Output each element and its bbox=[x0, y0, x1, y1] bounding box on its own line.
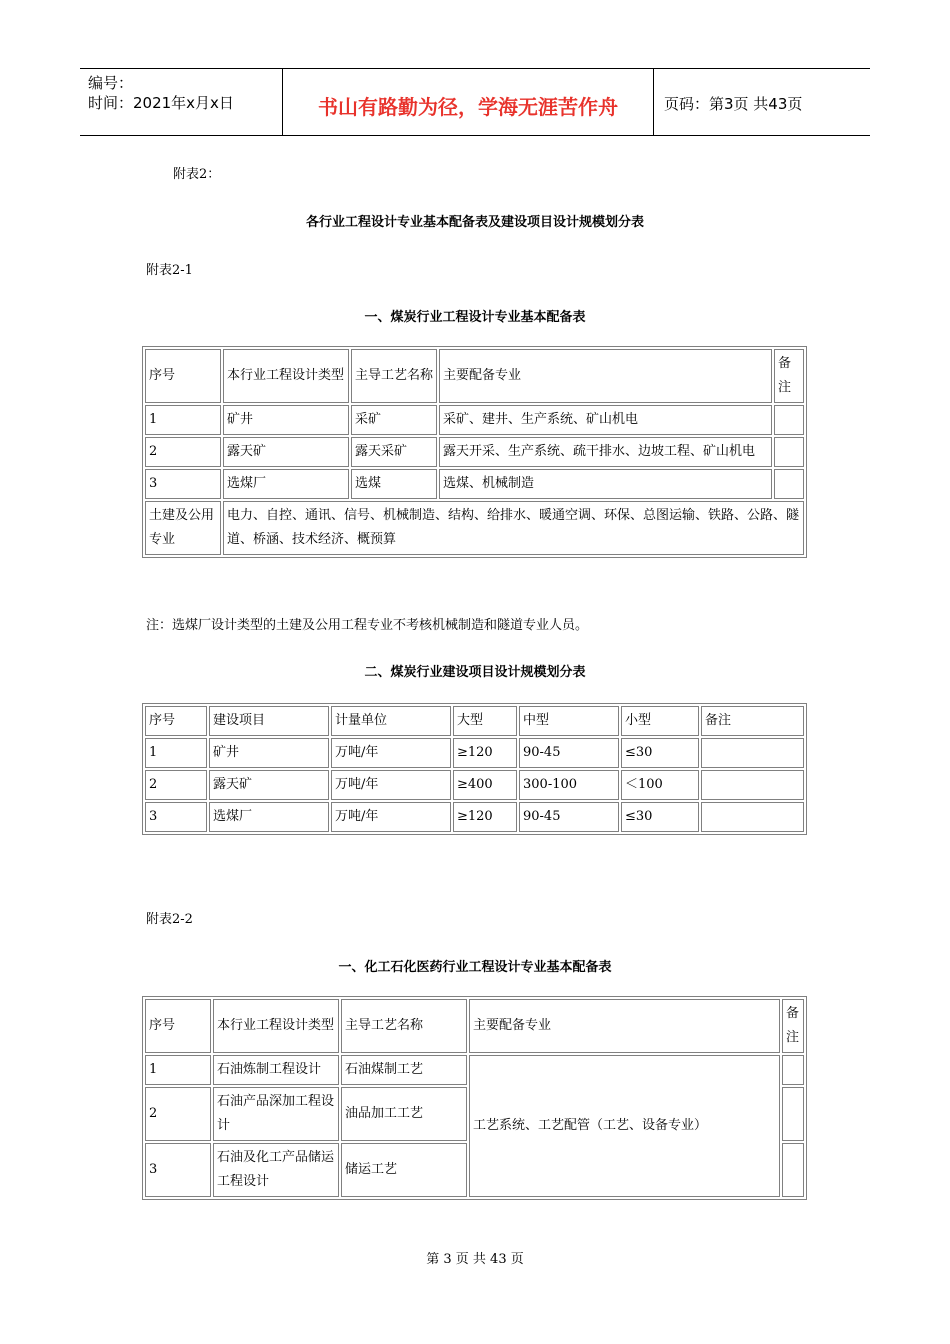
coal-specialty-table bbox=[142, 346, 807, 558]
civil-value-cell: 电力、自控、通讯、信号、机械制造、结构、给排水、暖通空调、环保、总图运输、铁路、公路、隧道、桥涵、技术经济、概预算 bbox=[223, 501, 804, 555]
table-cell: 石油煤制工艺 bbox=[341, 1055, 467, 1085]
table-cell: 90-45 bbox=[519, 802, 619, 832]
header-page-info: 页码：第3页 共43页 bbox=[664, 95, 803, 113]
table-cell bbox=[774, 469, 804, 499]
table1-note: 注：选煤厂设计类型的土建及公用工程专业不考核机械制造和隧道专业人员。 bbox=[146, 618, 589, 633]
table-cell bbox=[782, 1143, 804, 1197]
chem-specialty-table bbox=[142, 996, 807, 1200]
header-cell: 备注 bbox=[701, 706, 804, 736]
table-cell: 3 bbox=[145, 1143, 211, 1197]
table-cell bbox=[701, 770, 804, 800]
table-row bbox=[145, 1055, 804, 1085]
header-cell: 主导工艺名称 bbox=[351, 349, 437, 403]
table-cell: 采矿、建井、生产系统、矿山机电 bbox=[439, 405, 772, 435]
table-row bbox=[145, 405, 804, 435]
table-cell bbox=[774, 437, 804, 467]
table-cell: 露天矿 bbox=[209, 770, 329, 800]
header-cell: 小型 bbox=[621, 706, 699, 736]
header-cell: 序号 bbox=[145, 349, 221, 403]
header-cell: 本行业工程设计类型 bbox=[213, 999, 339, 1053]
table-cell bbox=[701, 738, 804, 768]
table-row bbox=[145, 802, 804, 832]
table-cell: 3 bbox=[145, 802, 207, 832]
table-cell: 2 bbox=[145, 770, 207, 800]
table-cell bbox=[774, 405, 804, 435]
table-cell: 矿井 bbox=[223, 405, 349, 435]
table-cell: ≥400 bbox=[453, 770, 517, 800]
table-cell: 选煤 bbox=[351, 469, 437, 499]
header-cell: 计量单位 bbox=[331, 706, 451, 736]
table-cell: 露天采矿 bbox=[351, 437, 437, 467]
table-row-civil bbox=[145, 501, 804, 555]
header-motto: 书山有路勤为径，学海无涯苦作舟 bbox=[318, 95, 618, 119]
table-cell: 万吨/年 bbox=[331, 770, 451, 800]
table-row bbox=[145, 770, 804, 800]
table-cell: 90-45 bbox=[519, 738, 619, 768]
table1-title: 一、煤炭行业工程设计专业基本配备表 bbox=[364, 310, 586, 325]
table-cell: 石油产品深加工程设计 bbox=[213, 1087, 339, 1141]
table-cell: 矿井 bbox=[209, 738, 329, 768]
table3-title: 一、化工石化医药行业工程设计专业基本配备表 bbox=[338, 960, 612, 975]
table-cell: ＜100 bbox=[621, 770, 699, 800]
header-motto-cell bbox=[282, 69, 654, 135]
doc-time-label: 时间：2021年x月x日 bbox=[88, 94, 234, 112]
table-cell: 采矿 bbox=[351, 405, 437, 435]
table-cell: 300-100 bbox=[519, 770, 619, 800]
appendix-label: 附表2： bbox=[173, 167, 221, 182]
table2-title: 二、煤炭行业建设项目设计规模划分表 bbox=[364, 665, 586, 680]
header-cell: 序号 bbox=[145, 706, 207, 736]
table-cell: 万吨/年 bbox=[331, 802, 451, 832]
header-cell: 序号 bbox=[145, 999, 211, 1053]
table-cell: ≥120 bbox=[453, 738, 517, 768]
table-row bbox=[145, 738, 804, 768]
table-cell: 石油及化工产品储运工程设计 bbox=[213, 1143, 339, 1197]
table-header-row bbox=[145, 999, 804, 1053]
table-cell bbox=[782, 1055, 804, 1085]
table-cell: 2 bbox=[145, 437, 221, 467]
table-cell: ≤30 bbox=[621, 802, 699, 832]
table-cell bbox=[782, 1087, 804, 1141]
table-header-row bbox=[145, 349, 804, 403]
table-cell: ≤30 bbox=[621, 738, 699, 768]
table-cell: 1 bbox=[145, 1055, 211, 1085]
table-cell: 1 bbox=[145, 405, 221, 435]
header-cell: 备注 bbox=[782, 999, 804, 1053]
table-cell: 万吨/年 bbox=[331, 738, 451, 768]
header-cell: 主导工艺名称 bbox=[341, 999, 467, 1053]
civil-label-cell: 土建及公用专业 bbox=[145, 501, 221, 555]
table-cell: 2 bbox=[145, 1087, 211, 1141]
table-header-row bbox=[145, 706, 804, 736]
header-cell: 主要配备专业 bbox=[439, 349, 772, 403]
header-cell: 中型 bbox=[519, 706, 619, 736]
header-cell: 备注 bbox=[774, 349, 804, 403]
header-cell: 主要配备专业 bbox=[469, 999, 780, 1053]
table-row bbox=[145, 469, 804, 499]
table-cell: 储运工艺 bbox=[341, 1143, 467, 1197]
table-cell bbox=[701, 802, 804, 832]
section-label-2-1: 附表2-1 bbox=[146, 263, 193, 278]
header-cell: 本行业工程设计类型 bbox=[223, 349, 349, 403]
table-cell: 露天矿 bbox=[223, 437, 349, 467]
header-cell: 大型 bbox=[453, 706, 517, 736]
table-cell: ≥120 bbox=[453, 802, 517, 832]
table-cell: 选煤、机械制造 bbox=[439, 469, 772, 499]
doc-number-label: 编号： bbox=[88, 74, 134, 92]
table-cell: 1 bbox=[145, 738, 207, 768]
table-cell: 选煤厂 bbox=[223, 469, 349, 499]
table-cell: 3 bbox=[145, 469, 221, 499]
page-footer: 第 3 页 共 43 页 bbox=[426, 1252, 524, 1267]
coal-scale-table bbox=[142, 703, 807, 835]
table-cell: 选煤厂 bbox=[209, 802, 329, 832]
table-cell: 油品加工工艺 bbox=[341, 1087, 467, 1141]
page-header bbox=[80, 68, 870, 136]
merged-specialty-cell: 工艺系统、工艺配管（工艺、设备专业） bbox=[469, 1055, 780, 1197]
table-row bbox=[145, 437, 804, 467]
table-cell: 露天开采、生产系统、疏干排水、边坡工程、矿山机电 bbox=[439, 437, 772, 467]
header-cell: 建设项目 bbox=[209, 706, 329, 736]
section-label-2-2: 附表2-2 bbox=[146, 912, 193, 927]
header-meta bbox=[80, 69, 282, 135]
main-title: 各行业工程设计专业基本配备表及建设项目设计规模划分表 bbox=[305, 215, 644, 230]
table-cell: 石油炼制工程设计 bbox=[213, 1055, 339, 1085]
